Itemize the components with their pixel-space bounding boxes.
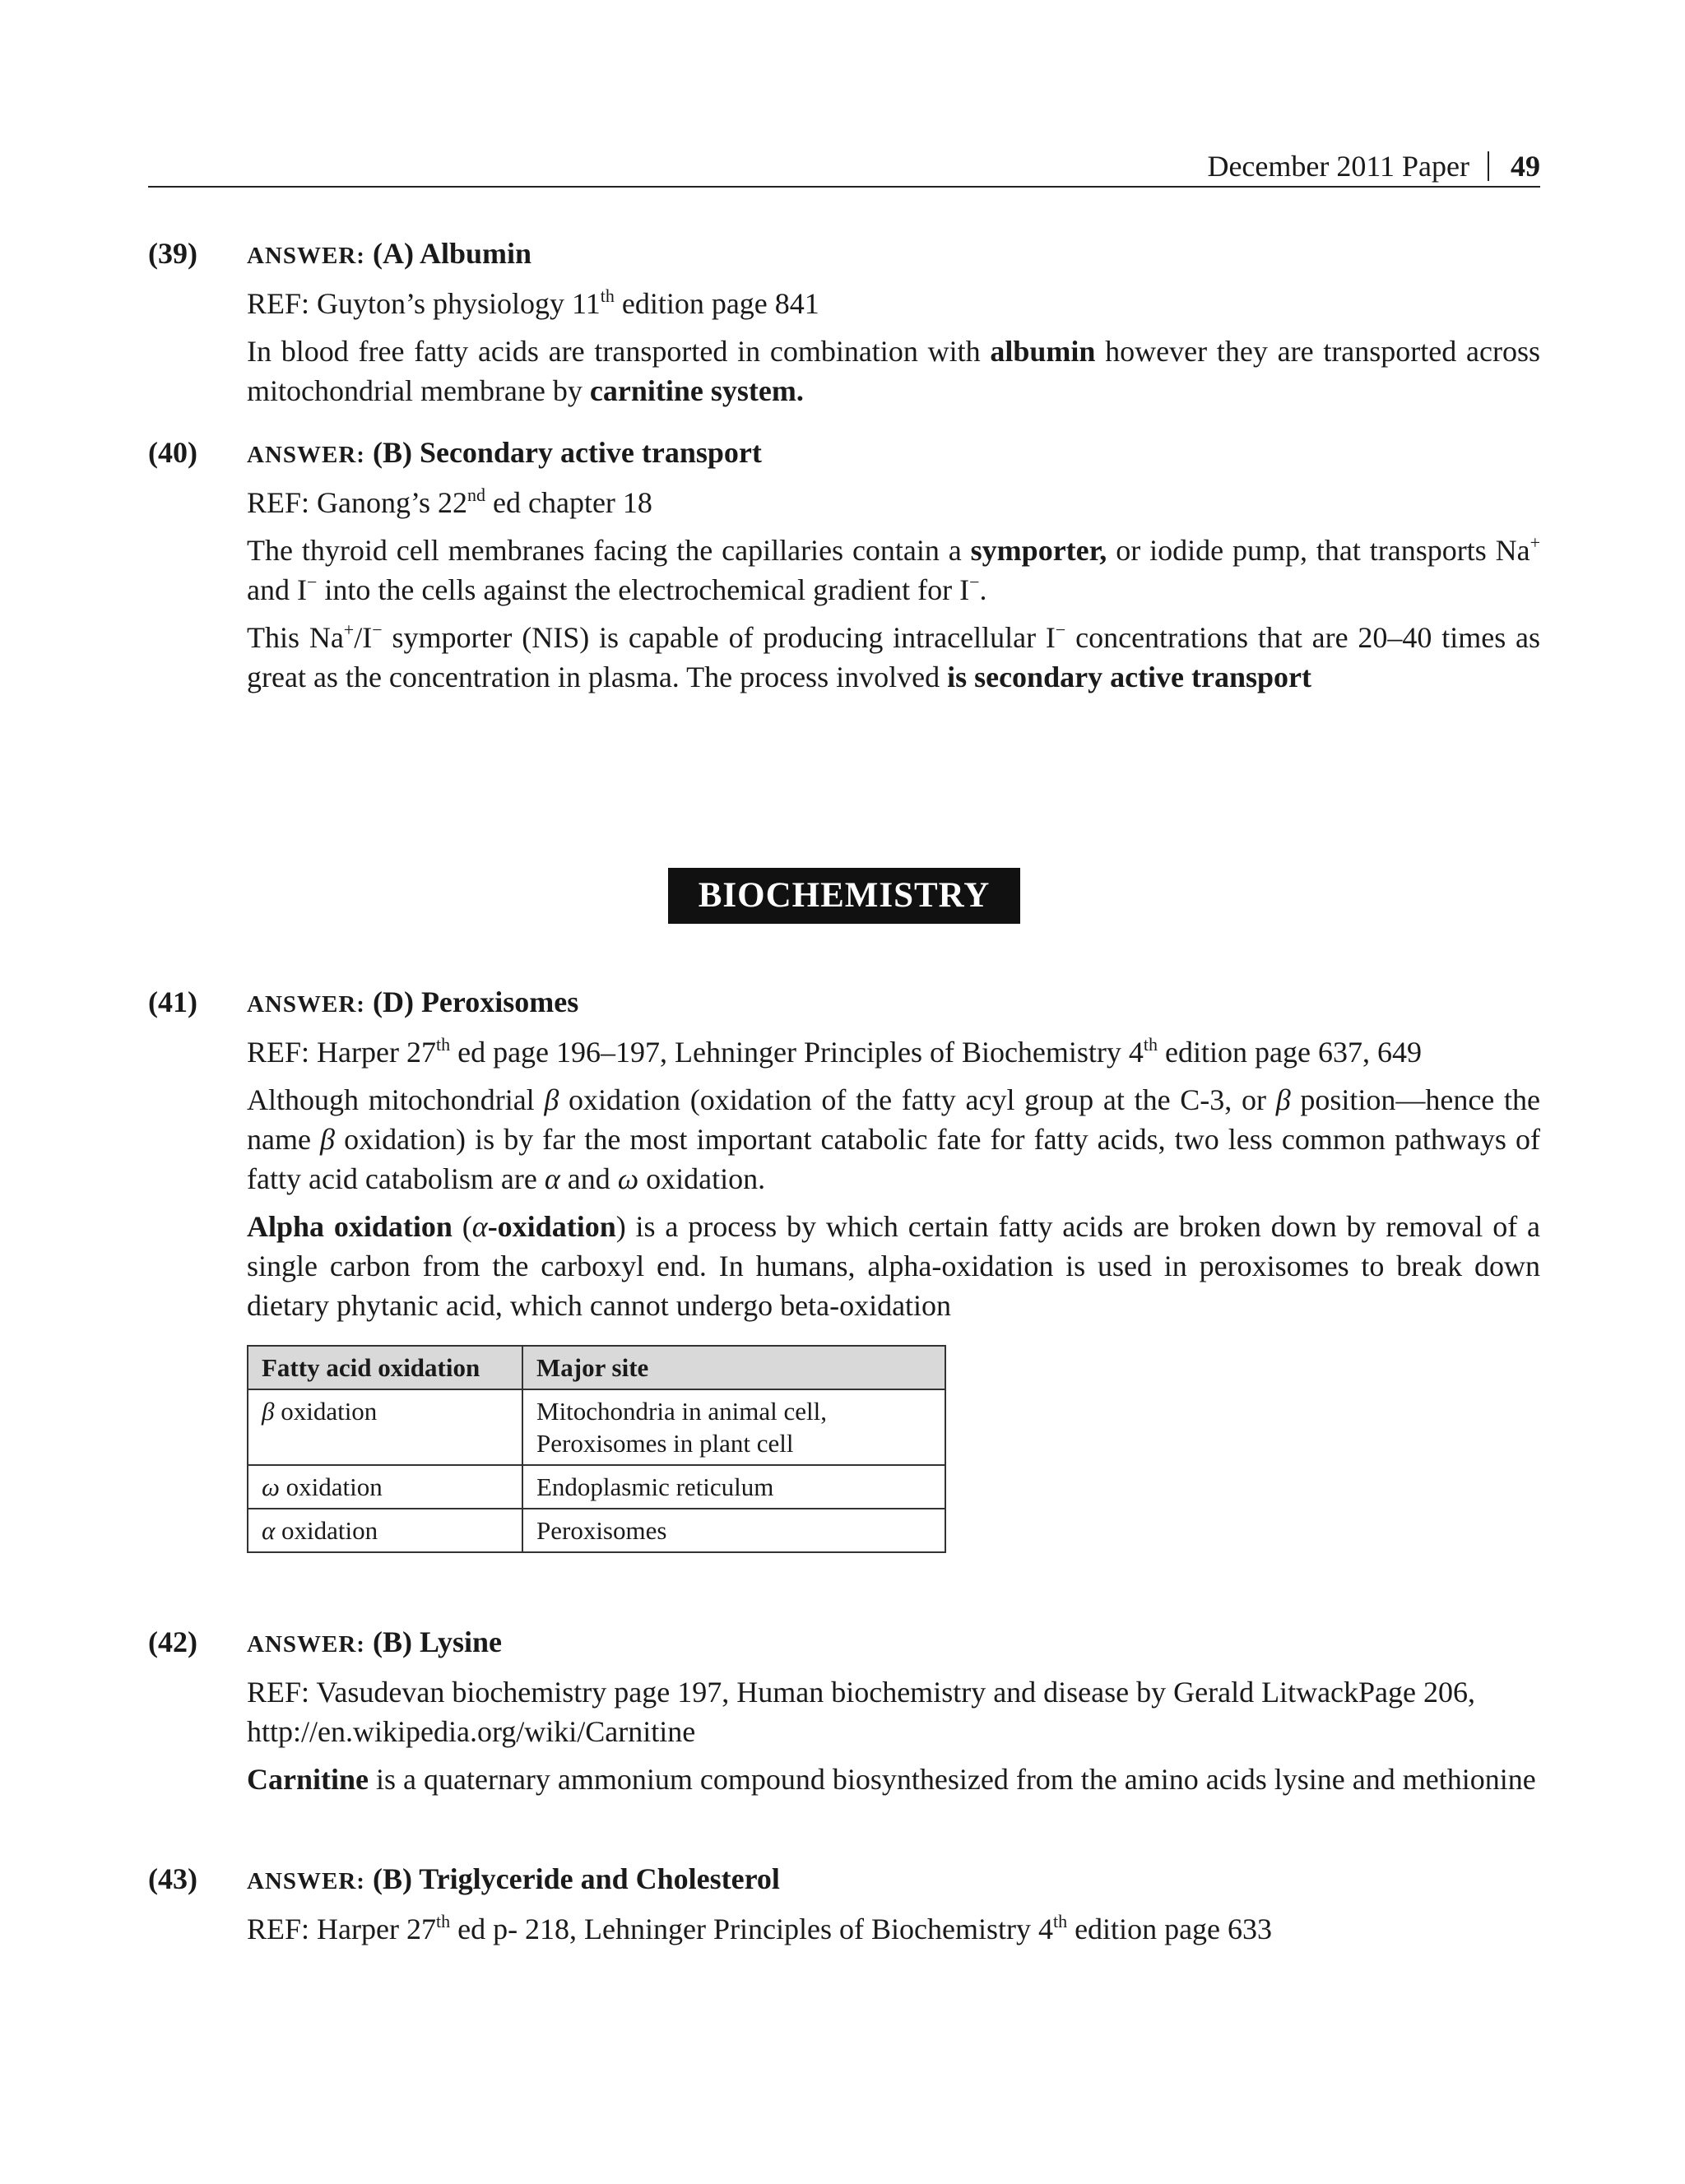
explanation: This Na+/I− symporter (NIS) is capable of producing intracellular I− concentrations that are 20–40 times as great as the concentration in plasma. The process involved is secondary active transport: [247, 619, 1540, 693]
question-41: [148, 982, 1540, 1571]
reference: REF: Ganong’s 22nd ed chapter 18: [247, 485, 652, 519]
explanation: The thyroid cell membranes facing the capillaries contain a symporter, or iodide pump, that transports Na+ and I− into the cells against the electrochemical gradient for I−.: [247, 532, 1540, 606]
answer-text: (B) Lysine: [372, 1625, 502, 1658]
table-row: [248, 1465, 945, 1509]
section-banner-biochemistry: BIOCHEMISTRY: [668, 868, 1020, 924]
answer-label: ANSWER:: [247, 1868, 365, 1894]
table-header: Fatty acid oxidation: [248, 1346, 522, 1389]
header-divider: [1488, 151, 1489, 181]
table-row: [248, 1509, 945, 1552]
reference: REF: Harper 27th ed p- 218, Lehninger Principles of Biochemistry 4th edition page 633: [247, 1911, 1273, 1945]
question-body: [247, 982, 1540, 1553]
question-body: [247, 1622, 1540, 1799]
question-number: (42): [148, 1625, 197, 1658]
table-header-row: [248, 1346, 945, 1389]
table-cell: β oxidation: [248, 1389, 522, 1465]
answer-text: (D) Peroxisomes: [372, 985, 579, 1018]
header-title: December 2011 Paper: [1207, 150, 1469, 183]
answer-label: ANSWER:: [247, 243, 365, 269]
table-cell: α oxidation: [248, 1509, 522, 1552]
question-body: [247, 1859, 1540, 1949]
answer-text: (B) Secondary active transport: [372, 436, 762, 469]
answer-text: (B) Triglyceride and Cholesterol: [372, 1862, 780, 1895]
fatty-acid-oxidation-table: [247, 1345, 946, 1553]
explanation: Although mitochondrial β oxidation (oxidation of the fatty acyl group at the C-3, or β position—hence the name β oxidation) is by far the most important catabolic fate for fatty acids, two less common pathways of fatty acid catabolism are α and ω oxidation.: [247, 1083, 1540, 1195]
answer-line: [247, 1859, 1540, 1901]
question-number: (43): [148, 1862, 197, 1895]
table-cell: Peroxisomes: [522, 1509, 945, 1552]
explanation: Carnitine is a quaternary ammonium compound biosynthesized from the amino acids lysine and methionine: [247, 1763, 1536, 1796]
table-row: [248, 1389, 945, 1465]
table-cell: Endoplasmic reticulum: [522, 1465, 945, 1509]
question-42: [148, 1622, 1540, 1807]
answer-line: [247, 982, 1540, 1024]
table-header: Major site: [522, 1346, 945, 1389]
table-cell: ω oxidation: [248, 1465, 522, 1509]
question-number: (40): [148, 436, 197, 469]
reference: REF: Guyton’s physiology 11th edition page 841: [247, 285, 819, 320]
answer-text: (A) Albumin: [372, 237, 532, 270]
answer-line: [247, 234, 1540, 276]
table-cell: Mitochondria in animal cell, Peroxisomes in plant cell: [522, 1389, 945, 1465]
reference: REF: Vasudevan biochemistry page 197, Human biochemistry and disease by Gerald LitwackPage 206, http://en.wikipedia.org/wiki/Carnitine: [247, 1676, 1475, 1748]
header-inner: [1207, 146, 1540, 186]
question-39: [148, 234, 1540, 419]
question-body: [247, 433, 1540, 697]
answer-line: [247, 433, 1540, 475]
page-number: 49: [1511, 150, 1540, 183]
question-40: [148, 433, 1540, 705]
question-number: (39): [148, 237, 197, 270]
answer-line: [247, 1622, 1540, 1664]
explanation: Alpha oxidation (α-oxidation) is a process by which certain fatty acids are broken down by removal of a single carbon from the carboxyl end. In humans, alpha-oxidation is used in peroxisomes to break down dietary phytanic acid, which cannot undergo beta-oxidation: [247, 1210, 1541, 1322]
answer-label: ANSWER:: [247, 1631, 365, 1658]
answer-label: ANSWER:: [247, 442, 365, 468]
question-43: [148, 1859, 1540, 1957]
answer-label: ANSWER:: [247, 991, 365, 1018]
page-header: [148, 146, 1540, 188]
question-body: [247, 234, 1540, 410]
explanation: In blood free fatty acids are transported in combination with albumin however they are transported across mitochondrial membrane by carnitine system.: [247, 335, 1540, 407]
reference: REF: Harper 27th ed page 196–197, Lehninger Principles of Biochemistry 4th edition page 637, 649: [247, 1034, 1422, 1069]
question-number: (41): [148, 985, 197, 1018]
